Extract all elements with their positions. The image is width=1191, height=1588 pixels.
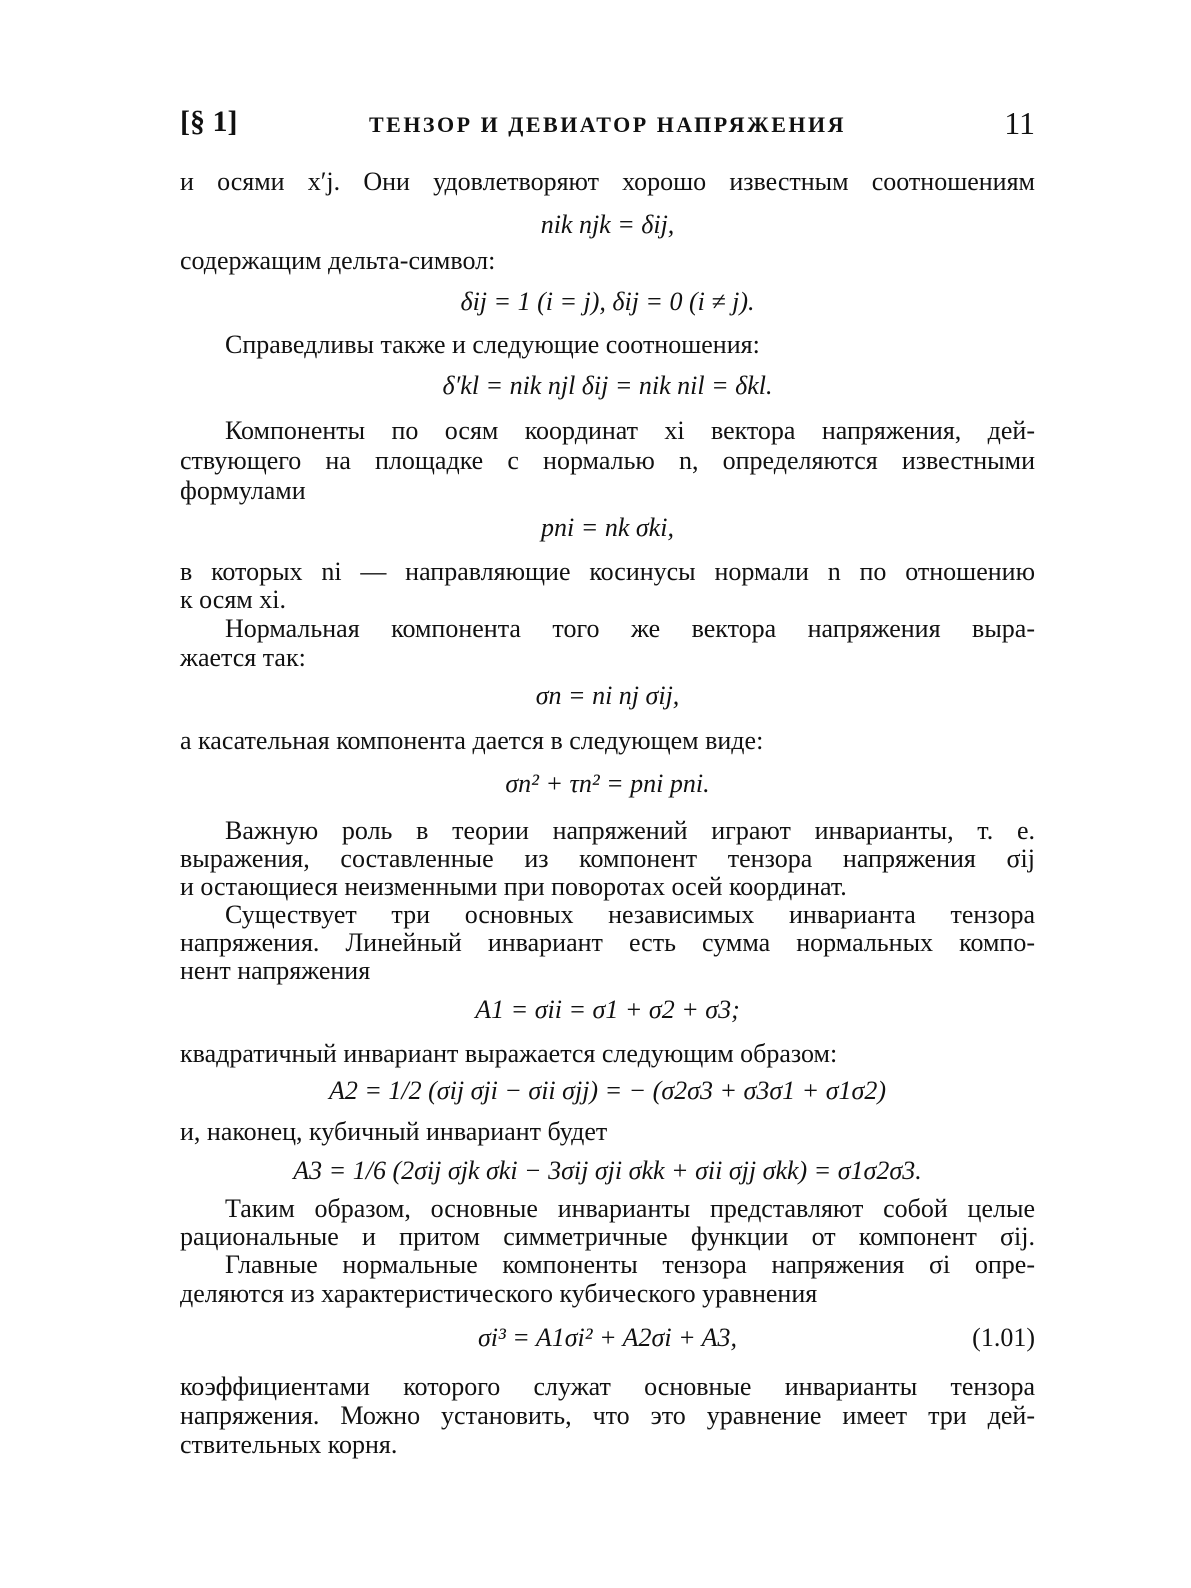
- text-line: Главные нормальные компоненты тензора напряжения σi опре-: [225, 1250, 1035, 1279]
- equation: pni = nk σki,: [541, 513, 674, 542]
- text-line: рациональные и притом симметричные функции от компонент σij.: [180, 1222, 1035, 1251]
- text-line: ствительных корня.: [180, 1430, 398, 1459]
- equation: δij = 1 (i = j), δij = 0 (i ≠ j).: [460, 287, 755, 316]
- equation: σn² + τn² = pni pni.: [505, 769, 710, 798]
- text-line: напряжения. Можно установить, что это уравнение имеет три дей-: [180, 1401, 1035, 1430]
- text-line: Существует три основных независимых инварианта тензора: [225, 900, 1035, 929]
- text-line: деляются из характеристического кубического уравнения: [180, 1279, 818, 1308]
- text-line: нент напряжения: [180, 956, 371, 985]
- running-header: [180, 105, 1035, 149]
- text-line: Справедливы также и следующие соотношения:: [225, 330, 760, 359]
- equation: δ′kl = nik njl δij = nik nil = δkl.: [442, 371, 773, 400]
- text-line: Нормальная компонента того же вектора напряжения выра-: [225, 614, 1035, 643]
- equation-number: (1.01): [972, 1323, 1035, 1352]
- text-line: выражения, составленные из компонент тензора напряжения σij: [180, 844, 1035, 873]
- text-line: содержащим дельта-символ:: [180, 246, 496, 275]
- text-line: и осями x′j. Они удовлетворяют хорошо известным соотношениям: [180, 167, 1035, 196]
- equation: σi³ = A1σi² + A2σi + A3,: [477, 1323, 738, 1352]
- text-line: к осям xi.: [180, 585, 286, 614]
- equation: A2 = 1/2 (σij σji − σii σjj) = − (σ2σ3 + σ3σ1 + σ1σ2): [328, 1076, 887, 1105]
- text-line: ствующего на площадке с нормалью n, определяются известными: [180, 446, 1035, 475]
- page-number: 11: [1004, 105, 1035, 141]
- text-line: напряжения. Линейный инвариант есть сумма нормальных компо-: [180, 928, 1035, 957]
- text-line: формулами: [180, 476, 306, 505]
- text-line: и, наконец, кубичный инвариант будет: [180, 1117, 608, 1146]
- text-line: коэффициентами которого служат основные инварианты тензора: [180, 1372, 1035, 1401]
- text-line: жается так:: [180, 643, 306, 672]
- equation-1-01: [180, 1322, 1035, 1354]
- equation: nik njk = δij,: [540, 210, 675, 239]
- section-marker: [§ 1]: [180, 105, 238, 138]
- equation: A1 = σii = σ1 + σ2 + σ3;: [475, 995, 740, 1024]
- running-title: ТЕНЗОР И ДЕВИАТОР НАПРЯЖЕНИЯ: [368, 112, 847, 137]
- text-line: в которых ni — направляющие косинусы нормали n по отношению: [180, 557, 1035, 586]
- text-line: Таким образом, основные инварианты представляют собой целые: [225, 1194, 1035, 1223]
- equation: A3 = 1/6 (2σij σjk σki − 3σij σji σkk + σii σjj σkk) = σ1σ2σ3.: [293, 1156, 922, 1185]
- text-line: и остающиеся неизменными при поворотах осей координат.: [180, 872, 847, 901]
- text-line: квадратичный инвариант выражается следующим образом:: [180, 1039, 838, 1068]
- text-line: а касательная компонента дается в следующем виде:: [180, 726, 764, 755]
- text-line: Важную роль в теории напряжений играют инварианты, т. е.: [225, 816, 1035, 845]
- text-line: Компоненты по осям координат xi вектора напряжения, дей-: [225, 416, 1035, 445]
- equation: σn = ni nj σij,: [535, 681, 680, 710]
